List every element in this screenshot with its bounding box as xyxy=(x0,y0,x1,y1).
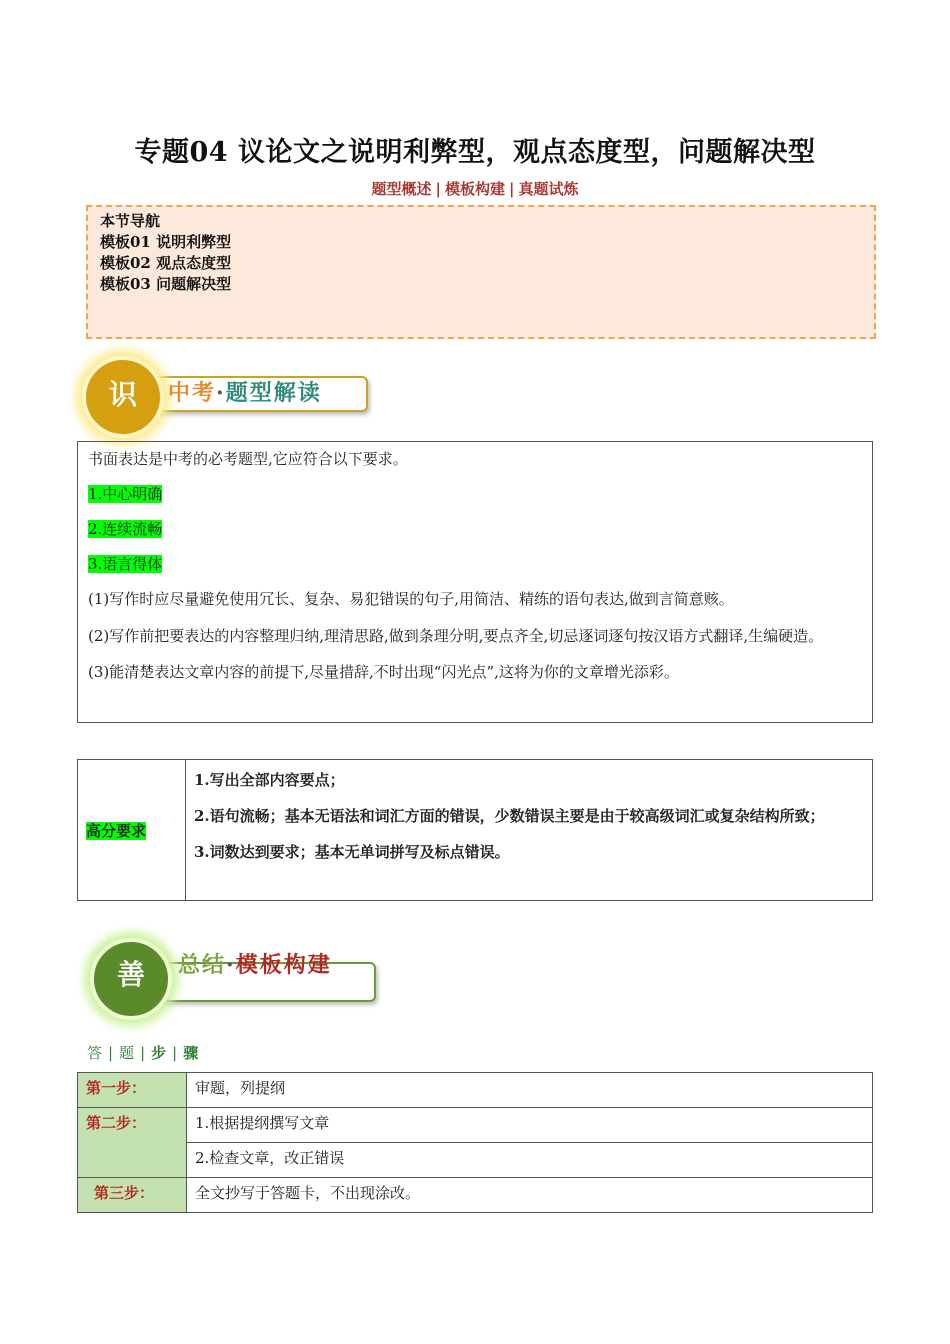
requirements-intro: 书面表达是中考的必考题型,它应符合以下要求。 xyxy=(88,450,408,468)
requirement-detail: (1)写作时应尽量避免使用冗长、复杂、易犯错误的句子,用简洁、精练的语句表达,做到言简意赅。 xyxy=(88,590,734,608)
table-row xyxy=(78,1178,873,1213)
banner-badge: 识 xyxy=(82,356,164,438)
nav-link-practice[interactable]: 真题试炼 xyxy=(518,180,579,198)
guide-heading: 本节导航 xyxy=(100,212,161,230)
requirement-detail: (2)写作前把要表达的内容整理归纳,理清思路,做到条理分明,要点齐全,切忌逐词逐句按汉语方式翻译,生编硬造。 xyxy=(88,627,824,645)
requirement-detail: (3)能清楚表达文章内容的前提下,尽量措辞,不时出现“闪光点”,这将为你的文章增光添彩。 xyxy=(88,663,679,681)
banner-badge: 善 xyxy=(90,938,172,1020)
nav-link-overview[interactable]: 题型概述 xyxy=(371,180,432,198)
high-score-label-cell xyxy=(78,760,186,901)
requirement-point: 2.连续流畅 xyxy=(88,520,163,538)
step-label: 第一步： xyxy=(78,1073,187,1108)
step-text: 2.检查文章，改正错误 xyxy=(187,1143,873,1178)
requirement-point: 1.中心明确 xyxy=(88,485,163,503)
steps-table xyxy=(77,1072,873,1213)
table-row xyxy=(78,1073,873,1108)
guide-item[interactable]: 模板01 说明利弊型 xyxy=(100,233,232,251)
guide-item[interactable]: 模板03 问题解决型 xyxy=(100,275,232,293)
step-text: 全文抄写于答题卡，不出现涂改。 xyxy=(187,1178,873,1213)
table-row xyxy=(78,1108,873,1143)
requirements-box xyxy=(77,441,873,723)
page-title: 专题04 议论文之说明利弊型，观点态度型，问题解决型 xyxy=(134,137,816,168)
section-nav: 题型概述 | 模板构建 | 真题试炼 xyxy=(371,180,579,198)
section-guide-box xyxy=(86,205,876,339)
high-score-item: 3.词数达到要求；基本无单词拼写及标点错误。 xyxy=(194,843,510,861)
high-score-item: 2.语句流畅；基本无语法和词汇方面的错误，少数错误主要是由于较高级词汇或复杂结构所致； xyxy=(194,807,825,825)
banner-label: 中考·题型解读 xyxy=(168,380,322,406)
step-label: 第二步： xyxy=(78,1108,187,1178)
step-text: 审题，列提纲 xyxy=(187,1073,873,1108)
table-row xyxy=(78,1143,873,1178)
banner-question-analysis xyxy=(80,354,380,434)
step-label: 第三步： xyxy=(78,1178,187,1213)
step-text: 1.根据提纲撰写文章 xyxy=(187,1108,873,1143)
banner-template-building xyxy=(86,936,386,1022)
high-score-item: 1.写出全部内容要点； xyxy=(194,771,345,789)
nav-link-template[interactable]: 模板构建 xyxy=(444,180,505,198)
high-score-table xyxy=(77,759,873,901)
guide-item[interactable]: 模板02 观点态度型 xyxy=(100,254,232,272)
high-score-label: 高分要求 xyxy=(86,821,147,840)
high-score-body xyxy=(186,760,873,901)
banner-label: 总结·模板构建 xyxy=(178,952,332,978)
steps-heading: 答 | 题 | 步 | 骤 xyxy=(87,1044,199,1062)
requirement-point: 3.语言得体 xyxy=(88,555,163,573)
